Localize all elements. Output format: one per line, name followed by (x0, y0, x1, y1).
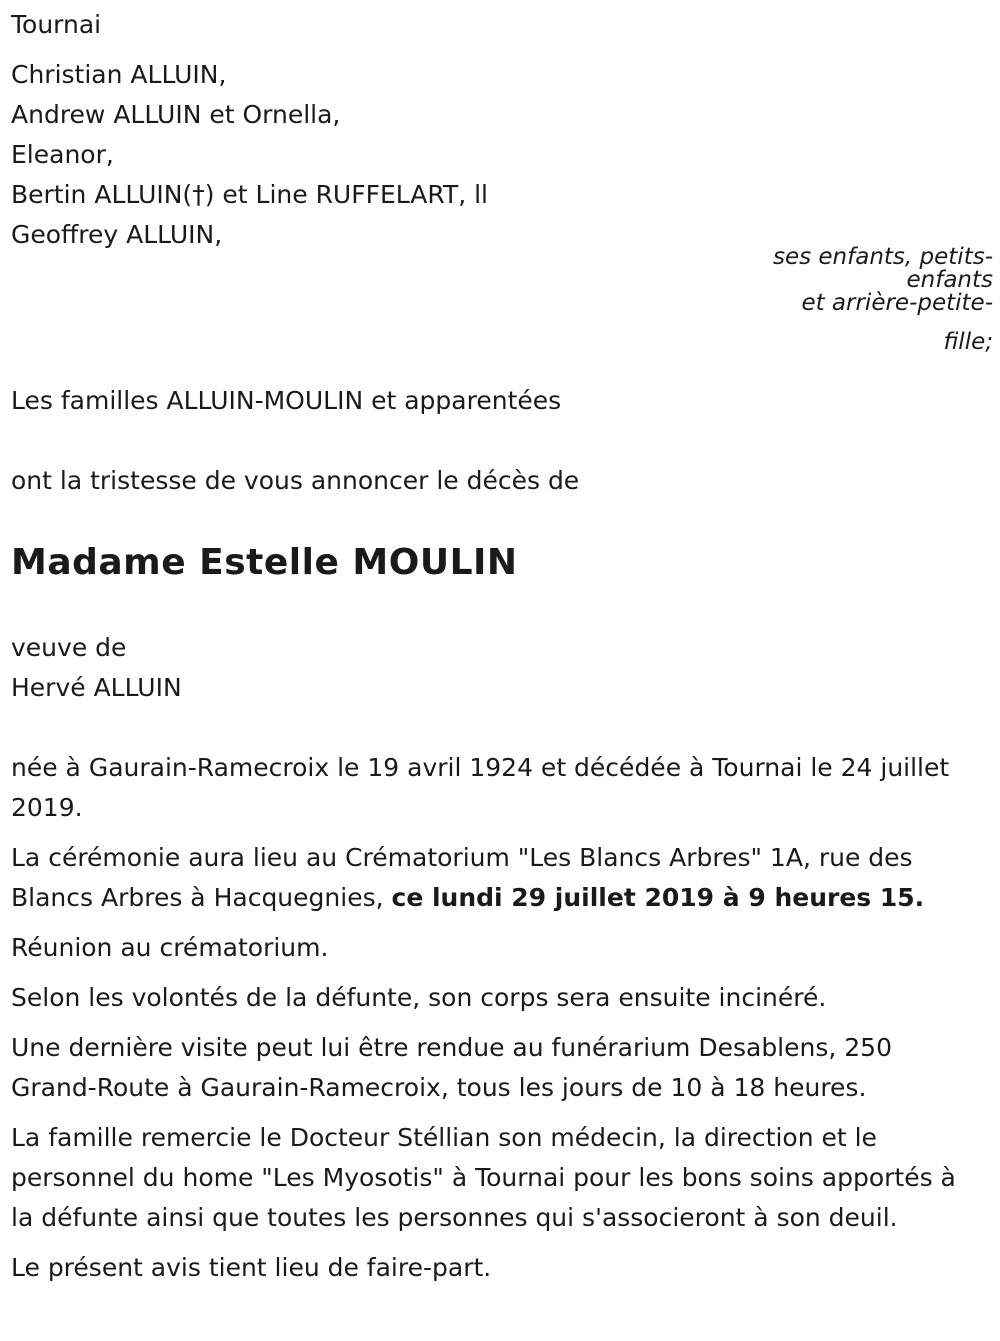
widow-name: Hervé ALLUIN (11, 673, 182, 702)
cremation-paragraph: Selon les volontés de la défunte, son corps sera ensuite incinéré. (11, 983, 827, 1012)
deceased-name: Madame Estelle MOULIN (11, 542, 518, 583)
visit-paragraph: Une dernière visite peut lui être rendue au funérarium Desablens, 250 Grand-Route à Gaurain-Ramecroix, tous les jours de 10 à 18 heures. (11, 1033, 892, 1102)
thanks-paragraph: La famille remercie le Docteur Stéllian son médecin, la direction et le personnel du home "Les Myosotis" à Tournai pour les bons soins apportés à la défunte ainsi que toutes les personnes qui s'associeront à son deuil. (11, 1123, 956, 1232)
family-name: Geoffrey ALLUIN, (11, 220, 223, 249)
city-heading: Tournai (11, 10, 102, 39)
family-name: Christian ALLUIN, (11, 60, 227, 89)
family-names-list (11, 55, 488, 255)
ceremony-paragraph (11, 838, 981, 918)
widow-block (11, 628, 182, 708)
announcement-line: ont la tristesse de vous annoncer le décès de (11, 466, 580, 495)
ceremony-date: ce lundi 29 juillet 2019 à 9 heures 15. (391, 883, 925, 912)
birth-death-paragraph: née à Gaurain-Ramecroix le 19 avril 1924 et décédée à Tournai le 24 juillet 2019. (11, 753, 950, 822)
relation-line: fille; (943, 329, 993, 355)
notice-body (11, 748, 981, 1298)
relation-line: ses enfants, petits- (772, 244, 993, 270)
relation-note (753, 238, 993, 362)
ceremony-text: La cérémonie aura lieu au Crématorium "Les Blancs Arbres" 1A, rue des Blancs Arbres à Hacquegnies, (11, 843, 913, 912)
notice-paragraph: Le présent avis tient lieu de faire-part. (11, 1253, 492, 1282)
family-name: Bertin ALLUIN(†) et Line RUFFELART, ll (11, 180, 489, 209)
relation-line: et arrière-petite- (801, 290, 993, 316)
family-name: Andrew ALLUIN et Ornella, (11, 100, 341, 129)
relation-line: enfants (906, 267, 993, 293)
meeting-paragraph: Réunion au crématorium. (11, 933, 329, 962)
family-name: Eleanor, (11, 140, 114, 169)
widow-label: veuve de (11, 633, 127, 662)
families-line: Les familles ALLUIN-MOULIN et apparentées (11, 386, 562, 415)
